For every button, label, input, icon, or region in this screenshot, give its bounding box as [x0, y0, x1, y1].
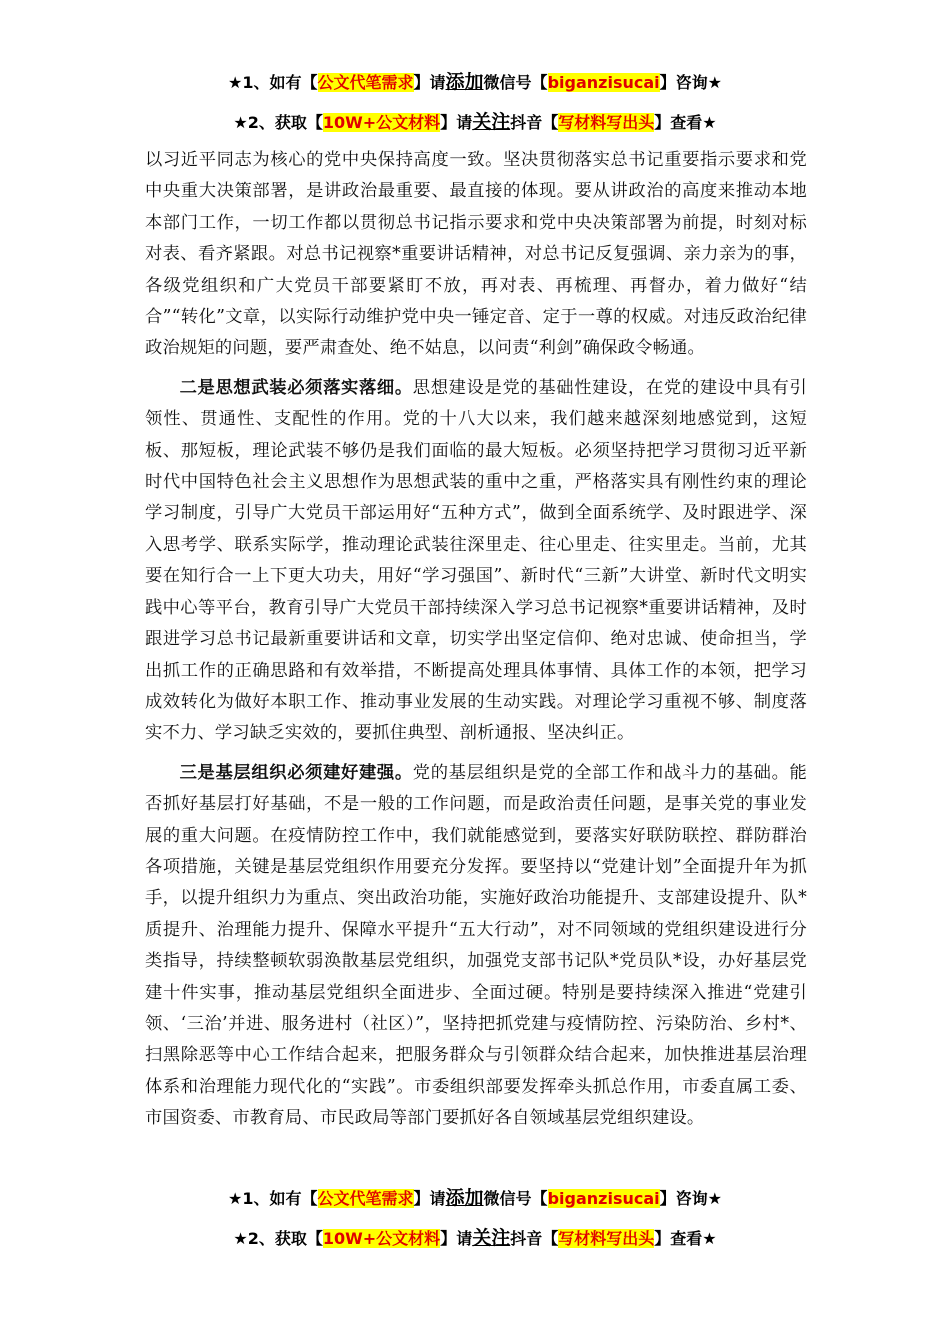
ad-highlight: 公文代笔需求 — [317, 73, 414, 92]
paragraph-text: 以习近平同志为核心的党中央保持高度一致。坚决贯彻落实总书记重要指示要求和党中央重大决策部署，是讲政治最重要、最直接的体现。要从讲政治的高度来推动本地本部门工作，一切工作都以贯彻总书记指示要求和党中央决策部署为前提，时刻对标对表、看齐紧跟。对总书记视察*重要讲话精神，对总书记反复强调、亲力亲为的事，各级党组织和广大党员干部要紧盯不放，再对表、再梳理、再督办，着力做好“结合”“转化”文章，以实际行动维护党中央一锤定音、定于一尊的权威。对违反政治纪律政治规矩的问题，要严肃查处、绝不姑息，以问责“利剑”确保政令畅通。 — [145, 150, 807, 359]
ad-text: 】咨询★ — [659, 73, 722, 92]
paragraph-3 — [145, 758, 807, 1135]
ad-emphasis: 添加 — [445, 1187, 484, 1209]
ad-text: 】请 — [440, 113, 473, 132]
ad-text: 微信号【 — [483, 73, 548, 92]
paragraph-heading: 二是思想武装必须落实落细。 — [179, 377, 413, 398]
header-ad-line-1 — [0, 70, 950, 95]
ad-highlight: 10W+公文材料 — [322, 1229, 441, 1248]
ad-text: ★2、获取【 — [233, 1229, 323, 1248]
paragraph-2 — [145, 373, 807, 750]
ad-emphasis: 关注 — [472, 1227, 511, 1249]
document-body — [145, 145, 807, 1135]
ad-text: ★1、如有【 — [228, 1189, 318, 1208]
ad-text: 】请 — [413, 73, 446, 92]
paragraph-heading: 三是基层组织必须建好建强。 — [179, 762, 413, 783]
header-ad-line-2 — [0, 110, 950, 135]
ad-text: 】查看★ — [654, 1229, 717, 1248]
ad-highlight: 写材料写出头 — [558, 113, 655, 132]
ad-highlight: biganzisucai — [547, 73, 660, 92]
ad-text: ★2、获取【 — [233, 113, 323, 132]
paragraph-text: 思想建设是党的基础性建设，在党的建设中具有引领性、贯通性、支配性的作用。党的十八大以来，我们越来越深刻地感觉到，这短板、那短板，理论武装不够仍是我们面临的最大短板。必须坚持把学习贯彻习近平新时代中国特色社会主义思想作为思想武装的重中之重，严格落实具有刚性约束的理论学习制度，引导广大党员干部运用好“五种方式”，做到全面系统学、及时跟进学、深入思考学、联系实际学，推动理论武装往深里走、往心里走、往实里走。当前，尤其要在知行合一上下更大功夫，用好“学习强国”、新时代“三新”大讲堂、新时代文明实践中心等平台，教育引导广大党员干部持续深入学习总书记视察*重要讲话精神，及时跟进学习总书记最新重要讲话和文章，切实学出坚定信仰、绝对忠诚、使命担当，学出抓工作的正确思路和有效举措，不断提高处理具体事情、具体工作的本领，把学习成效转化为做好本职工作、推动事业发展的生动实践。对理论学习重视不够、制度落实不力、学习缺乏实效的，要抓住典型、剖析通报、坚决纠正。 — [145, 377, 807, 744]
ad-text: 】请 — [440, 1229, 473, 1248]
ad-text: 抖音【 — [510, 1229, 559, 1248]
ad-text: 】查看★ — [654, 113, 717, 132]
ad-text: 】咨询★ — [659, 1189, 722, 1208]
ad-highlight: 公文代笔需求 — [317, 1189, 414, 1208]
footer-ad-line-1 — [0, 1186, 950, 1211]
paragraph-text: 党的基层组织是党的全部工作和战斗力的基础。能否抓好基层打好基础，不是一般的工作问题，而是政治责任问题，是事关党的事业发展的重大问题。在疫情防控工作中，我们就能感觉到，要落实好联防联控、群防群治各项措施，关键是基层党组织作用要充分发挥。要坚持以“党建计划”全面提升年为抓手，以提升组织力为重点、突出政治功能，实施好政治功能提升、支部建设提升、队*质提升、治理能力提升、保障水平提升“五大行动”，对不同领域的党组织建设进行分类指导，持续整顿软弱涣散基层党组织，加强党支部书记队*党员队*设，办好基层党建十件实事，推动基层党组织全面进步、全面过硬。特别是要持续深入推进“党建引领、‘三治’并进、服务进村（社区）”，坚持把抓党建与疫情防控、污染防治、乡村*、扫黑除恶等中心工作结合起来，把服务群众与引领群众结合起来，加快推进基层治理体系和治理能力现代化的“实践”。市委组织部要发挥牵头抓总作用，市委直属工委、市国资委、市教育局、市民政局等部门要抓好各自领域基层党组织建设。 — [145, 762, 807, 1129]
ad-emphasis: 添加 — [445, 71, 484, 93]
ad-highlight: biganzisucai — [547, 1189, 660, 1208]
ad-highlight: 写材料写出头 — [558, 1229, 655, 1248]
footer-ad-line-2 — [0, 1226, 950, 1251]
ad-highlight: 10W+公文材料 — [322, 113, 441, 132]
paragraph-1 — [145, 145, 807, 365]
ad-emphasis: 关注 — [472, 111, 511, 133]
ad-text: 】请 — [413, 1189, 446, 1208]
ad-text: ★1、如有【 — [228, 73, 318, 92]
ad-text: 微信号【 — [483, 1189, 548, 1208]
ad-text: 抖音【 — [510, 113, 559, 132]
